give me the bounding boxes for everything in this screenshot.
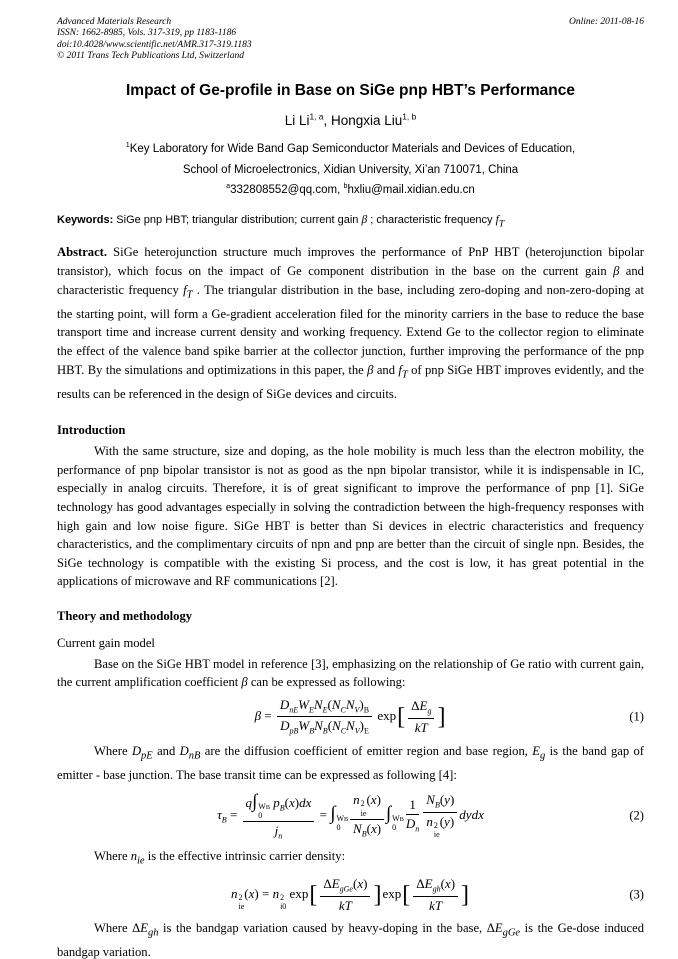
paper-title: Impact of Ge-profile in Base on SiGe pnp HBT’s Performance (125, 82, 575, 100)
affiliation-line-2: School of Microelectronics, Xidian University, Xi’an 710071, China (182, 164, 519, 177)
subsection-current-gain-model: Current gain model (57, 636, 155, 651)
equation-2 (57, 790, 644, 842)
online-date: Online: 2011-08-16 (568, 17, 644, 27)
equation-3-math: n 2 ie (x) = n 2 i0 exp[ $\frac{\Delta E_{gGe}(x)}{kT}$ ]exp[ $\frac{\Delta E_{gh}(x)}{kT}$ ] (230, 876, 470, 913)
authors-line: Li Li$^{1, a}$, Hongxia Liu$^{1, b}$ (284, 111, 417, 129)
journal-doi: doi:10.4028/www.scientific.net/AMR.317-319.1183 (57, 39, 252, 50)
theory-paragraph-2: Where $D_{pE}$ and $D_{nB}$ are the diffusion coefficient of emitter region and base region, $E_g$ is the band gap of emitter - base junction. The base transit time can be expressed as following [4]: (57, 743, 645, 783)
journal-copyright: © 2011 Trans Tech Publications Ltd, Switzerland (57, 50, 244, 61)
affiliation-line-1: $^1$Key Laboratory for Wide Band Gap Semiconductor Materials and Devices of Education, (125, 141, 576, 156)
equation-3-number: (3) (629, 887, 644, 902)
journal-name: Advanced Materials Research (57, 17, 172, 27)
equation-2-number: (2) (629, 808, 644, 823)
theory-paragraph-4: Where $\Delta E_{gh}$ is the bandgap variation caused by heavy-doping in the base, $\Delta E_{gGe}$ is the Ge-dose induced bandgap variation. (57, 920, 644, 959)
section-heading-theory: Theory and methodology (57, 609, 193, 624)
theory-paragraph-3: Where $n_{ie}$ is the effective intrinsic carrier density: (94, 848, 346, 867)
abstract-paragraph: Abstract. SiGe heterojunction structure much improves the performance of PnP HBT (heterojunction bipolar transistor), which focus on the impact of Ge component distribution in the base on the current gain β and characteristic frequency $f_T$ . The triangular distribution in the base, including zero-doping and non-zero-doping at the starting point, will form a Ge-gradient acceleration filed for the minority carriers in the base to reduce the base transport time and increase current density and working frequency. Extend Ge to the collector region to eliminate the effect of the valence band spike barrier at the collector junction, further improving the performance of the pnp HBT. By the simulations and optimizations in this paper, the β and $f_T$ of pnp SiGe HBT improves evidently, and the results can be referenced in the design of SiGe devices and circuits. (57, 245, 645, 401)
introduction-paragraph: With the same structure, size and doping, as the hole mobility is much less than the electron mobility, the performance of pnp bipolar transistor is not as good as the npn bipolar transistor, while it is indispensable in IC, especially in analog circuits. Therefore, it is of great significant to improve the performance of pnp [1]. SiGe technology has good advantages especially in solving the contradiction between the high-frequency responses with high gain and low noise figure. SiGe HBT is better than Si devices in electric characteristics and frequency characteristics, and the complimentary circuits of npn and pnp are better than the circuit of single npn. Besides, the SiGe technology is compatible with the existing Si process, and the cost is low, it has great potential in the applications of microwave and RF communications [2]. (57, 444, 644, 589)
journal-header (57, 17, 644, 62)
journal-info (57, 17, 252, 62)
keywords-line: Keywords: SiGe pnp HBT; triangular distribution; current gain β ; characteristic frequency $f_T$ (57, 214, 505, 230)
section-heading-introduction: Introduction (57, 423, 126, 438)
equation-3 (57, 876, 644, 914)
equation-1-number: (1) (629, 709, 644, 724)
journal-issn: ISSN: 1662-8985, Vols. 317-319, pp 1183-1186 (57, 28, 237, 39)
theory-paragraph-1: Base on the SiGe HBT model in reference [3], emphasizing on the relationship of Ge ratio with current gain, the current amplification coefficient β can be expressed as following: (57, 656, 644, 690)
emails-line: $^a$332808552@qq.com, $^b$hxliu@mail.xidian.edu.cn (226, 182, 475, 197)
equation-1-math: β = $\frac{D_{nE}W_EN_E(N_CN_V)_B}{D_{pB}W_BN_B(N_CN_V)_E}$ exp[ $\frac{\Delta E_g}{kT}$ ] (254, 696, 446, 736)
equation-1 (57, 697, 644, 737)
equation-2-math: $\tau_B$ = q∫ WB 0 $p_B(x)dx$ $j_n$ = ∫ WB 0 n 2 ie (x) $N_B(x)$ ∫ WB 0 $\frac{1}{D_n}$ $N_B(y)$ n 2 ie (y) dydx (217, 790, 484, 841)
